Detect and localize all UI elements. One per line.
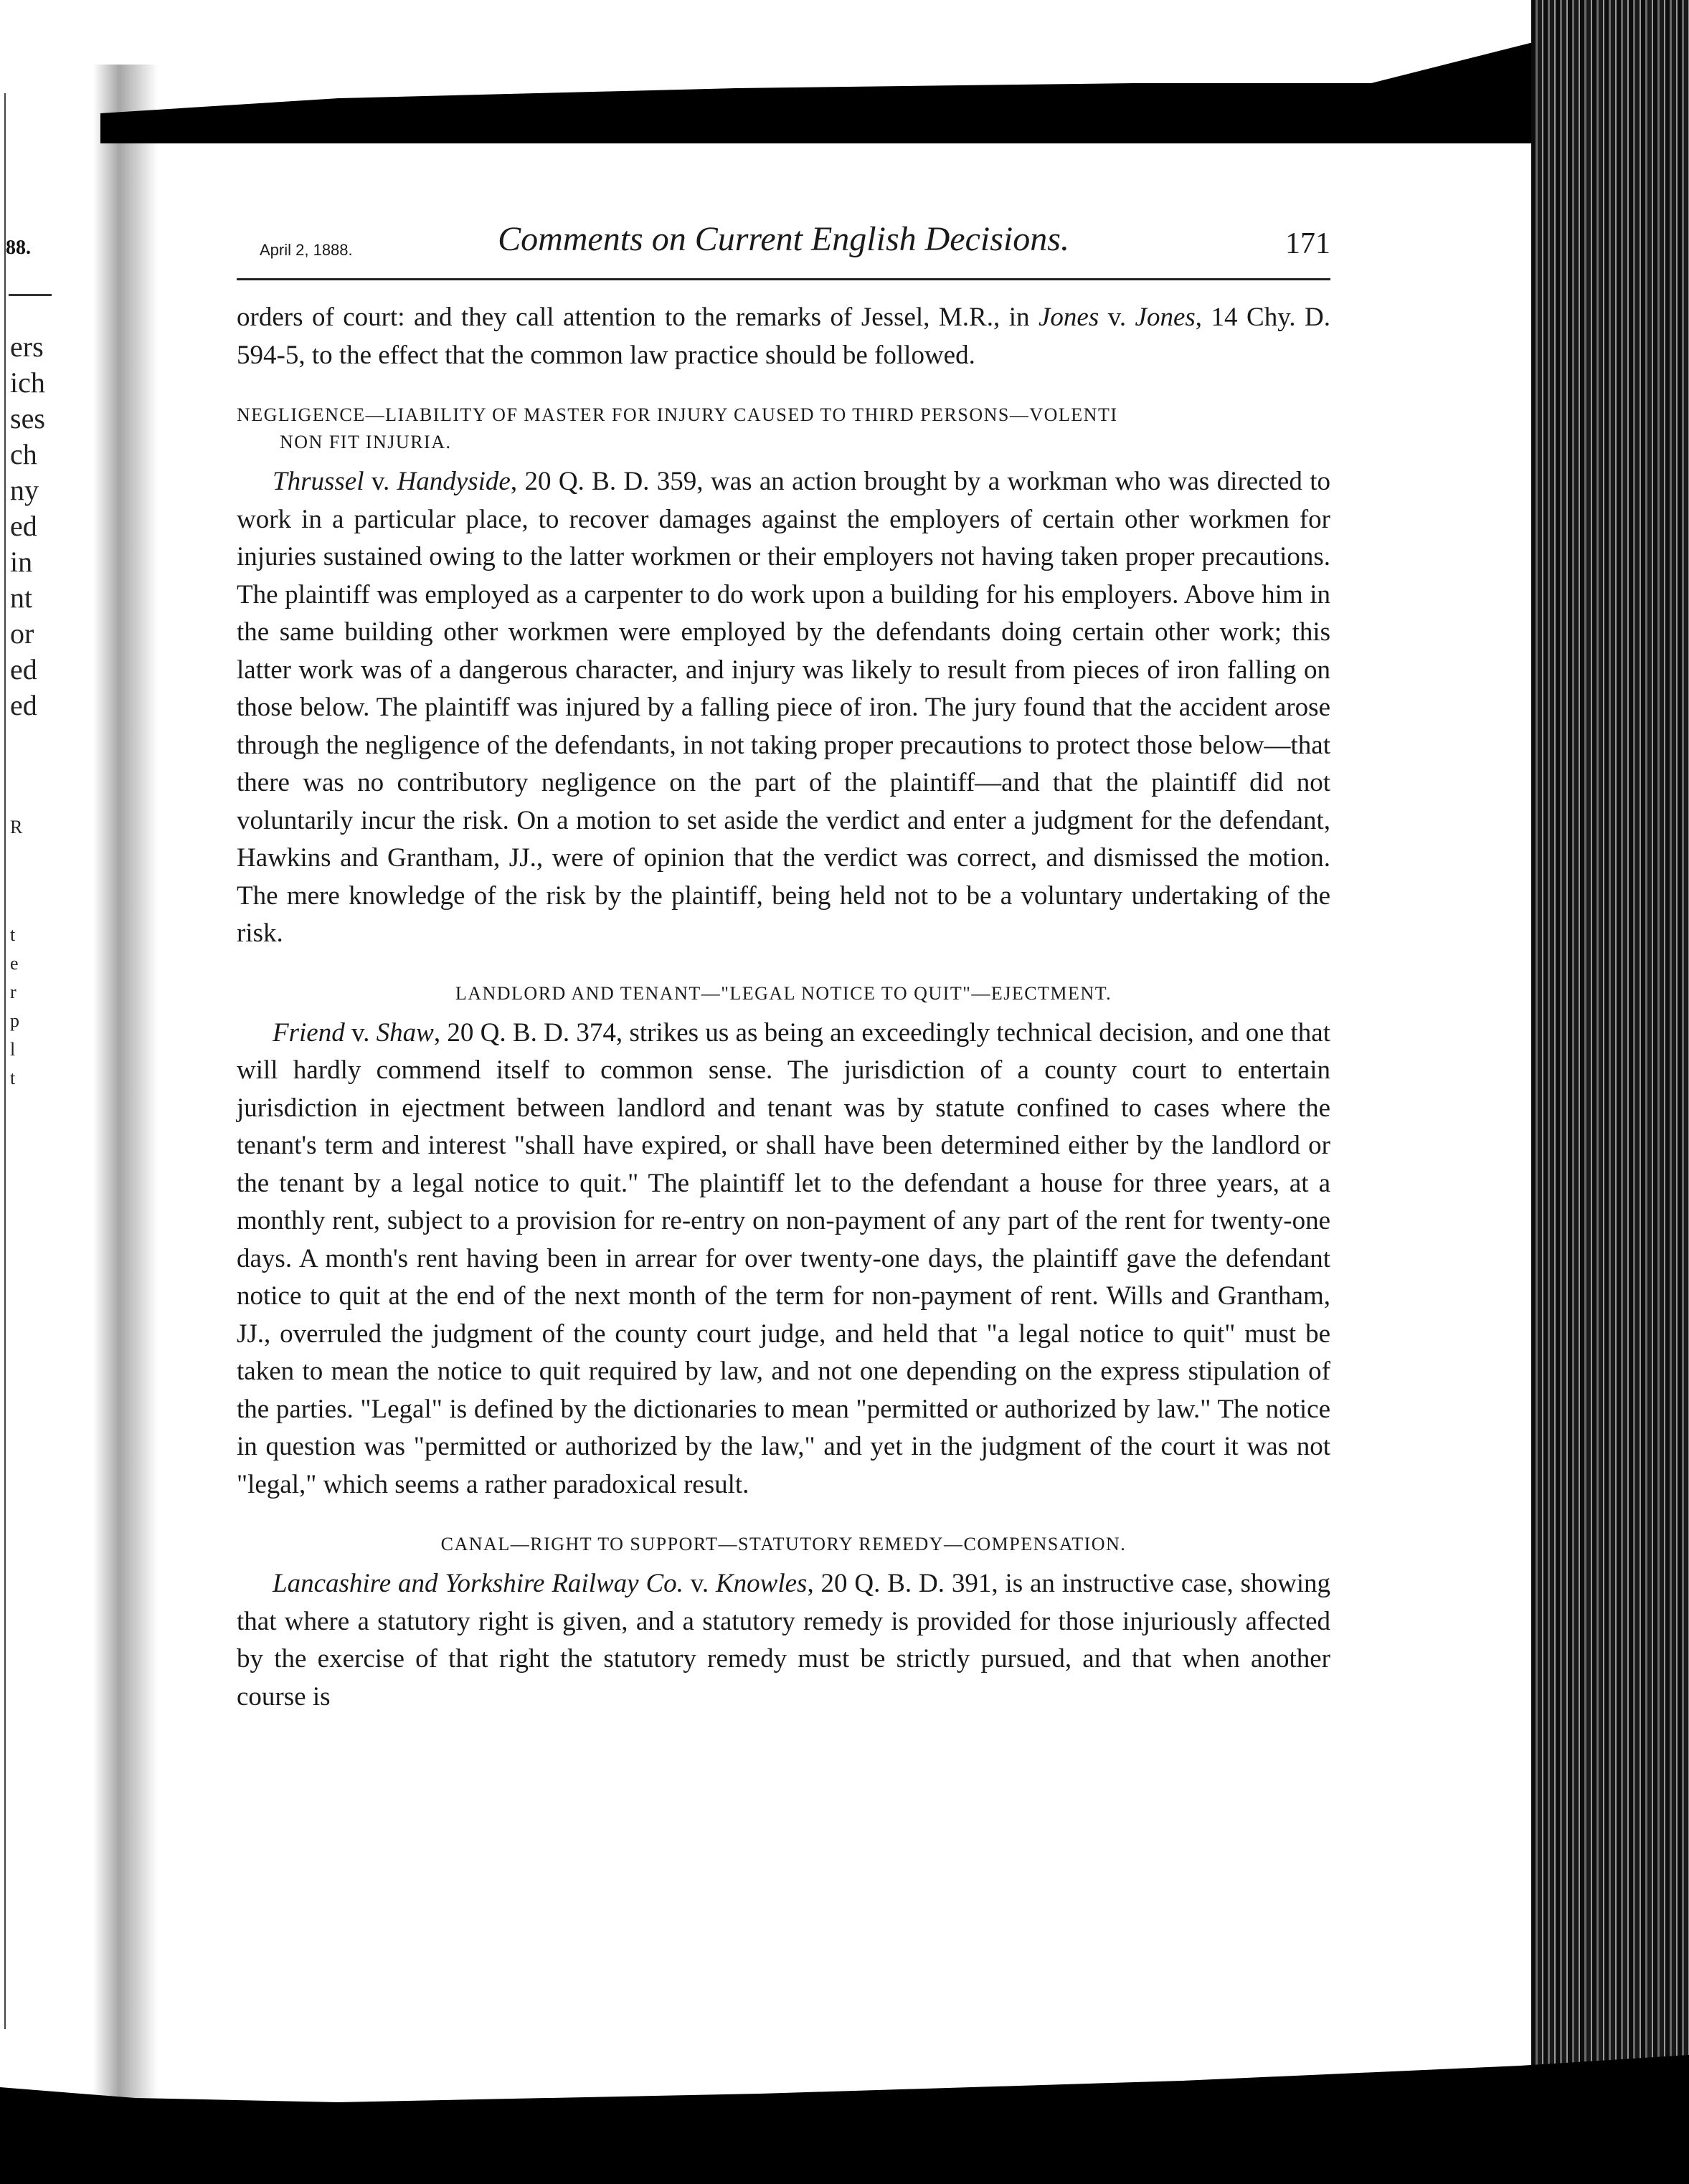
previous-page-fragment: t: [10, 1068, 16, 1088]
previous-page-rule: [9, 294, 52, 296]
section-heading-negligence: [237, 402, 1330, 456]
scan-page-edges: [1531, 0, 1689, 2184]
previous-page-fragment: ed: [10, 510, 37, 542]
previous-page-fragment: t: [10, 924, 16, 945]
scan-bottom-shadow: [0, 1969, 1689, 2184]
case-connector: v.: [683, 1569, 716, 1598]
case-name: Handyside: [397, 467, 511, 496]
case-name: Jones: [1135, 303, 1196, 332]
previous-page-fragment: ch: [10, 438, 37, 470]
previous-page-fragment: ed: [10, 653, 37, 685]
case-name: Shaw: [376, 1017, 434, 1048]
section-paragraph-negligence: [237, 463, 1330, 953]
previous-page-number: 88.: [6, 237, 31, 259]
case-name: Lancashire and Yorkshire Railway Co.: [273, 1569, 683, 1598]
continued-paragraph: [237, 299, 1330, 374]
paragraph-text: , 20 Q. B. D. 374, strikes us as being an exceedingly technical decision, and one that will hardly commend itself to common sense. The jurisdiction of a county court to entertain jurisdiction in ejectment between landlord and tenant was by statute confined to cases where the tenant's term and interest "shall have expired, or shall have been determined either by the landlord or the tenant by a legal notice to quit." The plaintiff let to the defendant a house for three years, at a monthly rent, subject to a provision for re-entry on non-payment of any part of the rent for twenty-one days. A month's rent having been in arrear for over twenty-one days, the plaintiff gave the defendant notice to quit at the end of the next month of the term for non-payment of rent. Wills and Grantham, JJ., overruled the judgment of the county court judge, and held that "a legal notice to quit" must be taken to mean the notice to quit required by law, and not one depending on the express stipulation of the parties. "Legal" is defined by the dictionaries to mean "permitted or authorized by law." The notice in question was "permitted or authorized by the law," and yet in the judgment of the court it was not "legal," which seems a rather paradoxical result.: [237, 1017, 1330, 1499]
case-name: Jones: [1038, 303, 1099, 332]
paragraph-text: , 20 Q. B. D. 359, was an action brought by a workman who was directed to work in a particular place, to recover damages against the employers of certain other workmen for injuries sustained owing to the latter workmen or their employers not having taken proper precautions. The plaintiff was employed as a carpenter to do work upon a building for his employers. Above him in the same building other workmen were employed by the defendants doing certain other work; this latter work was of a dangerous character, and injury was likely to result from pieces of iron falling on those below. The plaintiff was injured by a falling piece of iron. The jury found that the accident arose through the negligence of the defendants, in not taking proper precautions to protect those below—that there was no contributory negligence on the part of the plaintiff—and that the plaintiff did not voluntarily incur the risk. On a motion to set aside the verdict and enter a judgment for the defendant, Hawkins and Grantham, JJ., were of opinion that the verdict was correct, and dismissed the motion. The mere knowledge of the risk by the plaintiff, being held not to be a voluntary undertaking of the risk.: [237, 467, 1330, 948]
previous-page-fragment: r: [10, 982, 16, 1002]
heading-line: NEGLIGENCE—LIABILITY OF MASTER FOR INJURY CAUSED TO THIRD PERSONS—VOLENTI: [237, 404, 1118, 425]
case-name: Friend: [273, 1017, 345, 1048]
scan-edge-line: [4, 93, 6, 2029]
previous-page-fragment: ich: [10, 366, 45, 399]
continued-text-1: orders of court: and they call attention to the remarks of Jessel, M.R., in: [237, 303, 1039, 332]
previous-page-fragment: p: [10, 1010, 19, 1031]
case-connector: v.: [364, 467, 397, 496]
scan-binding-shadow: [93, 65, 158, 2144]
heading-line: NON FIT INJURIA.: [280, 432, 452, 452]
previous-page-fragment: ers: [10, 331, 44, 363]
previous-page-fragment: e: [10, 953, 19, 974]
heading-line: CANAL—RIGHT TO SUPPORT—STATUTORY REMEDY—COMPENSATION.: [440, 1534, 1127, 1554]
previous-page-fragment: ed: [10, 689, 37, 721]
paragraph-text: , 20 Q. B. D. 391, is an instructive case, showing that where a statutory right is given, and a statutory remedy is provided for those injuriously affected by the exercise of that right the statutory remedy must be strictly pursued, and that when another course is: [237, 1569, 1330, 1711]
previous-page-fragment: or: [10, 617, 34, 650]
continued-text-2: , 14 Chy. D. 594-5, to the effect that the common law practice should be followed.: [237, 303, 1330, 370]
previous-page-fragment: ny: [10, 474, 39, 506]
page-number: 171: [1285, 227, 1330, 260]
previous-page-fragment: l: [10, 1039, 16, 1060]
running-title: Comments on Current English Decisions.: [498, 220, 1069, 258]
previous-page-fragment: nt: [10, 581, 33, 614]
previous-page-fragment: in: [10, 546, 33, 578]
running-head: [237, 208, 1330, 272]
heading-line: LANDLORD AND TENANT—"LEGAL NOTICE TO QUIT"—EJECTMENT.: [455, 982, 1112, 1004]
header-rule: [237, 278, 1330, 280]
previous-page-fragment: R: [10, 817, 23, 837]
case-name: Knowles: [715, 1569, 808, 1598]
case-connector: v.: [1099, 303, 1135, 332]
section-heading-canal: [237, 1531, 1330, 1558]
scan-top-shadow: [100, 43, 1689, 143]
case-connector: v.: [344, 1017, 377, 1048]
scan-left-margin: [0, 0, 108, 2184]
section-heading-landlord: [237, 980, 1330, 1007]
section-paragraph-canal: [237, 1565, 1330, 1716]
case-name: Thrussel: [273, 467, 364, 496]
section-paragraph-landlord: [237, 1015, 1330, 1504]
journal-page: [237, 208, 1330, 1716]
issue-date: April 2, 1888.: [260, 241, 353, 259]
previous-page-fragment: ses: [10, 402, 45, 435]
